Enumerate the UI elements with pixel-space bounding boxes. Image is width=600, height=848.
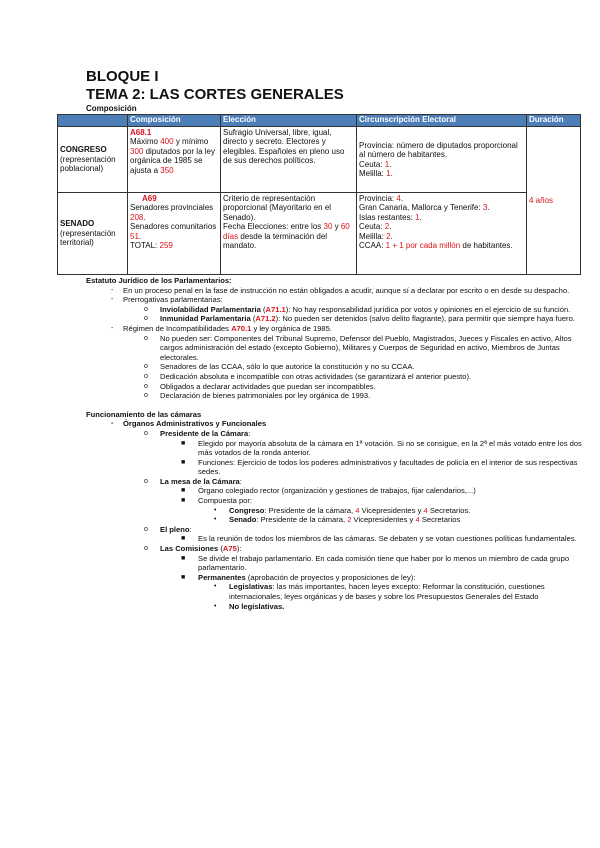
senado-prov-label: Senadores provinciales	[130, 203, 214, 213]
regimen-item-1: No pueden ser: Componentes del Tribunal Supremo, Defensor del Pueblo, Magistrados, Jueces y Fiscales en activo, Altos cargos administración del estado (excepto Gobierno), Militares y Cuerpos de Seguridad en activo, Miembros de Juntas electorales.	[160, 333, 572, 362]
inviolabilidad-text: ): No hay responsabilidad jurídica por votos y opiniones en el ejercicio de su función.	[285, 304, 571, 314]
congreso-min: 300	[130, 146, 144, 156]
senado-gc-value: 3	[482, 203, 488, 213]
regimen-text-1: Régimen de Incompatibilidades	[123, 323, 232, 333]
senado-label-cell	[58, 193, 128, 275]
congreso-melilla-value: 1	[386, 168, 391, 178]
section-subtitle: Composición	[86, 104, 137, 113]
senado-circ-islas-mayores: Gran Canaria, Mallorca y Tenerife: 3.	[359, 203, 490, 213]
senado-elec-60: 60 días	[223, 222, 350, 241]
list-item	[86, 419, 586, 429]
congreso-ceuta-value: 1	[384, 159, 390, 169]
mesa-senado-text-2: Vicepresidentes y	[351, 515, 416, 525]
congreso-circ-melilla: Melilla: 1.	[359, 168, 393, 178]
dash-bullet: -	[111, 324, 114, 332]
mesa-congreso-text-3: Secretarios.	[427, 505, 471, 515]
mesa-congreso-text-2: Vicepresidentes y	[359, 505, 424, 515]
regimen-article: A70.1	[231, 323, 252, 333]
mesa-congreso-vp: 4	[355, 505, 360, 515]
list-item	[86, 439, 586, 458]
senado-eleccion-cell	[221, 193, 357, 275]
dot-bullet: •	[214, 602, 217, 610]
list-item	[86, 286, 586, 296]
circle-bullet: o	[144, 315, 148, 323]
square-bullet: ■	[181, 487, 186, 495]
permanentes-label: Permanentes	[198, 572, 246, 582]
pleno-label: El pleno	[160, 524, 190, 534]
senado-prov-circ-label: Provincia:	[359, 194, 397, 203]
senado-elec-text-3: desde la terminación del mandato.	[223, 231, 328, 251]
legislativas-label: Legislativas	[229, 582, 273, 592]
circle-bullet: o	[144, 372, 148, 380]
dash-bullet: -	[111, 296, 114, 304]
circle-bullet: o	[144, 363, 148, 371]
mesa-congreso-sec: 4	[423, 505, 428, 515]
senado-circ-ccaa	[359, 241, 524, 250]
list-item	[86, 372, 586, 382]
composition-table	[57, 114, 581, 275]
mesa-congreso-label: Congreso	[229, 505, 265, 515]
dash-bullet: -	[111, 420, 114, 428]
presidente-item-1: Elegido por mayoría absoluta de la cámara en 1ª votación. Si no se consigue, en la 2ª el más votado entre los dos más votados de la ronda anterior.	[198, 438, 582, 458]
senado-islas-value: 1	[415, 212, 420, 222]
circle-bullet: o	[144, 525, 148, 533]
square-bullet: ■	[181, 535, 186, 543]
header-eleccion: Elección	[221, 115, 357, 127]
senado-name: SENADO	[60, 219, 95, 229]
regimen-item-2: Senadores de las CCAA, sólo lo que autorice la constitución y no su CCAA.	[160, 362, 415, 372]
square-bullet: ■	[181, 554, 186, 562]
square-bullet: ■	[181, 458, 186, 466]
presidente-item-2: Funciones: Ejercicio de todos los poderes administrativos y facultades de policía en el interior de sus respectivas sedes.	[198, 457, 578, 477]
square-bullet: ■	[181, 573, 186, 581]
spacer	[86, 401, 586, 410]
mesa-senado-vp: 2	[347, 515, 352, 525]
senado-elec-30: 30	[323, 222, 333, 232]
dot-bullet: •	[214, 506, 217, 514]
topic-title: TEMA 2: LAS CORTES GENERALES	[86, 86, 344, 103]
mesa-item-2: Compuesta por:	[198, 496, 253, 506]
list-item	[86, 486, 586, 496]
list-item	[86, 554, 586, 573]
inmunidad-article: A71.2	[255, 314, 276, 324]
senado-islas-label: Islas restantes:	[359, 212, 416, 222]
senado-melilla-label: Melilla:	[359, 231, 387, 241]
comisiones-close: ):	[236, 544, 242, 554]
presidente-label: Presidente de la Cámara	[160, 428, 249, 438]
estatuto-heading: Estatuto Jurídico de los Parlamentarios:	[86, 276, 232, 285]
list-item	[86, 295, 586, 305]
permanentes-text: (aprobación de proyectos y proposiciones de ley):	[245, 572, 416, 582]
header-duracion: Duración	[527, 115, 581, 127]
senado-total-label: TOTAL:	[130, 241, 160, 251]
list-item	[86, 305, 586, 315]
congreso-comp-text-3: diputados por la ley orgánica de 1985 se ajusta a	[130, 146, 215, 175]
comisiones-open: (	[218, 544, 223, 554]
list-item	[86, 334, 586, 363]
funcionamiento-heading: Funcionamiento de las cámaras	[86, 409, 202, 419]
list-item	[86, 314, 586, 324]
congreso-circunscripcion-cell	[357, 127, 527, 193]
list-item	[86, 382, 586, 392]
congreso-eleccion-cell: Sufragio Universal, libre, igual, directo y secreto. Electores y elegibles. Españoles en pleno uso de sus derechos políticos.	[221, 127, 357, 193]
mesa-senado-label: Senado	[229, 515, 257, 525]
senado-prov-value: 208	[130, 212, 144, 222]
senado-ccaa-value: 1 + 1 por cada millón	[385, 241, 461, 251]
square-bullet: ■	[181, 439, 186, 447]
mesa-item-1: Órgano colegiado rector (organización y gestiones de trabajos, fijar calendarios,...)	[198, 486, 476, 496]
regimen-item-4: Obligados a declarar actividades que puedan ser incompatibles.	[160, 381, 376, 391]
square-bullet: ■	[181, 497, 186, 505]
congreso-article: A68.1	[130, 128, 152, 137]
congreso-ceuta-label: Ceuta:	[359, 159, 385, 169]
congreso-comp-text-1: Máximo	[130, 137, 161, 147]
senado-total-value: 259	[159, 241, 173, 251]
comisiones-item-1: Se divide el trabajo parlamentario. En cada comisión tiene que haber por lo menos un miembro de cada grupo parlamentario.	[198, 553, 570, 573]
mesa-senado-sec: 4	[415, 515, 420, 525]
inmunidad-text: ): No pueden ser detenidos (salvo delito flagrante), para permitir que siempre haya fuero.	[275, 314, 575, 324]
list-item	[86, 534, 586, 544]
estatuto-p2: Prerrogativas parlamentarias:	[123, 295, 223, 305]
mesa-colon: :	[239, 476, 242, 486]
list-item	[86, 458, 586, 477]
senado-ceuta-label: Ceuta:	[359, 222, 385, 232]
header-empty	[58, 115, 128, 127]
pleno-item-1: Es la reunión de todos los miembros de las cámaras. Se debaten y se votan cuestiones políticas fundamentales.	[198, 534, 577, 544]
list-item	[86, 525, 586, 535]
senado-ccaa-label: CCAA:	[359, 241, 386, 251]
dot-bullet: •	[214, 516, 217, 524]
senado-circ-provincia: Provincia: 4.	[359, 194, 404, 203]
pleno-colon: :	[189, 524, 192, 534]
list-item	[86, 324, 586, 334]
inviolabilidad-open: (	[260, 304, 266, 314]
congreso-melilla-label: Melilla:	[359, 168, 387, 178]
congreso-adjusted: 350	[160, 165, 174, 175]
senado-elec-fecha	[223, 222, 354, 250]
circle-bullet: o	[144, 382, 148, 390]
regimen-item-3: Dedicación absoluta e incompatible con otras actividades (se garantizará el anterior puesto).	[160, 371, 472, 381]
congreso-circ-ceuta: Ceuta: 1.	[359, 159, 392, 169]
list-item	[86, 362, 586, 372]
list-item	[86, 429, 586, 439]
header-composicion: Composición	[128, 115, 221, 127]
block-title: BLOQUE I	[86, 68, 159, 85]
senado-ceuta-value: 2	[384, 222, 390, 232]
senado-elec-text-1: Fecha Elecciones: entre los	[223, 222, 324, 232]
circle-bullet: o	[144, 305, 148, 313]
dot-bullet: •	[214, 583, 217, 591]
senado-circunscripcion-cell	[357, 193, 527, 275]
circle-bullet: o	[144, 429, 148, 437]
congreso-circ-provincia: Provincia: número de diputados proporcional al número de habitantes.	[359, 140, 518, 160]
table-row-senado	[58, 193, 581, 275]
senado-desc: (representación territorial)	[60, 228, 116, 248]
senado-article: A69	[142, 194, 157, 203]
circle-bullet: o	[144, 392, 148, 400]
mesa-congreso-text-1: : Presidente de la cámara,	[264, 505, 356, 515]
list-item	[86, 506, 586, 516]
congreso-name: CONGRESO	[60, 145, 107, 155]
senado-elec-text-2: y	[332, 222, 341, 232]
list-item	[86, 573, 586, 583]
congreso-max: 400	[160, 137, 174, 147]
list-item	[86, 602, 586, 612]
congreso-desc: (representación poblacional)	[60, 154, 116, 174]
senado-comp-total	[130, 241, 218, 250]
regimen-text-2: y ley orgánica de 1985.	[251, 323, 332, 333]
senado-circ-melilla: Melilla: 2.	[359, 231, 393, 241]
table-row-congreso	[58, 127, 581, 193]
inviolabilidad-label: Inviolabilidad Parlamentaria	[160, 304, 261, 314]
senado-circ-ceuta: Ceuta: 2.	[359, 222, 392, 232]
list-item	[86, 391, 586, 401]
congreso-comp-text-2: y mínimo	[173, 137, 209, 147]
senado-comp-provinciales: Senadores provinciales 208.	[130, 203, 214, 222]
congreso-composicion-cell	[128, 127, 221, 193]
list-item	[86, 515, 586, 525]
senado-elec-criterio: Criterio de representación proporcional (Mayoritario en el Senado).	[223, 194, 332, 222]
dash-bullet: -	[111, 286, 114, 294]
senado-com-value: 51	[130, 231, 139, 241]
senado-com-label: Senadores comunitarios	[130, 222, 217, 232]
document-body	[86, 276, 586, 611]
mesa-label: La mesa de la Cámara	[160, 476, 240, 486]
senado-prov-circ-value: 4	[396, 194, 401, 203]
organos-label: Órganos Administrativos y Funcionales	[123, 419, 267, 429]
mesa-senado-text-1: : Presidente de la cámara,	[256, 515, 348, 525]
list-item	[86, 582, 586, 601]
list-item	[86, 496, 586, 506]
circle-bullet: o	[144, 334, 148, 342]
senado-circ-islas-restantes: Islas restantes: 1.	[359, 212, 422, 222]
legislativas-text: : las más importantes, hacen leyes excepto: Reformar la constitución, cuestiones internacionales, leyes orgánicas y de bases y sobre los Presupuestos Generales del Estado	[229, 582, 545, 601]
no-legislativas-label: No legislativas.	[229, 601, 285, 611]
comisiones-article: A75	[222, 544, 237, 554]
circle-bullet: o	[144, 545, 148, 553]
senado-comp-comunitarios: Senadores comunitarios 51.	[130, 222, 217, 241]
list-item	[86, 544, 586, 554]
congreso-label-cell	[58, 127, 128, 193]
inviolabilidad-article: A71.1	[265, 304, 286, 314]
senado-melilla-value: 2	[386, 231, 391, 241]
senado-gc-label: Gran Canaria, Mallorca y Tenerife:	[359, 203, 483, 213]
estatuto-p1: En un proceso penal en la fase de instrucción no están obligados a acudir, aunque sí a declarar por escrito o en desde su despacho.	[123, 285, 570, 295]
presidente-colon: :	[248, 428, 251, 438]
mesa-senado-text-3: Secretarios	[419, 515, 461, 525]
senado-composicion-cell	[128, 193, 221, 275]
duracion-cell: 4 años	[527, 127, 581, 275]
circle-bullet: o	[144, 477, 148, 485]
regimen-item-5: Declaración de bienes patrimoniales por ley orgánica de 1993.	[160, 391, 371, 401]
comisiones-label: Las Comisiones	[160, 544, 219, 554]
inmunidad-open: (	[250, 314, 256, 324]
list-item	[86, 477, 586, 487]
inmunidad-label: Inmunidad Parlamentaria	[160, 314, 251, 324]
table-header-row	[58, 115, 581, 127]
header-circunscripcion: Circunscripción Electoral	[357, 115, 527, 127]
senado-ccaa-end: de habitantes.	[460, 241, 513, 251]
